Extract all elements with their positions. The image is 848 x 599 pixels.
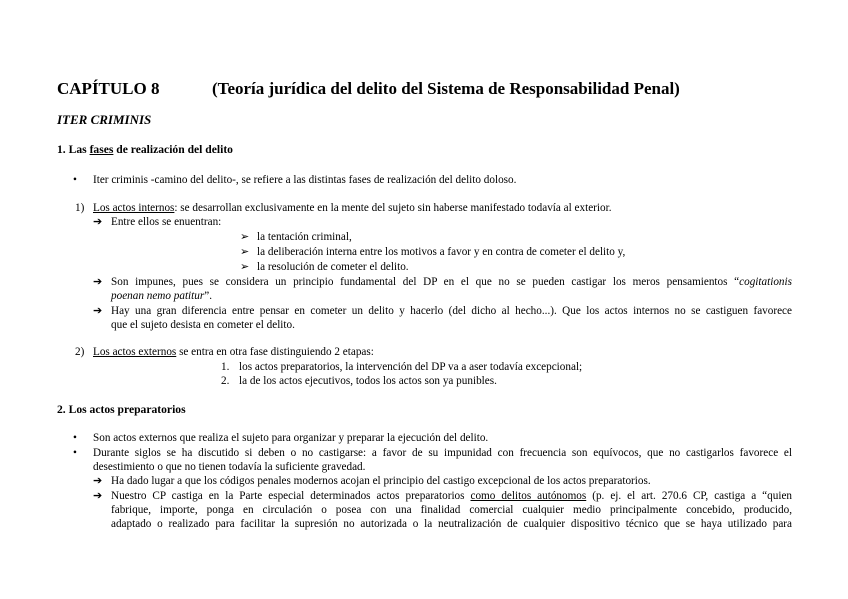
item1-arrow3-line2: que el sujeto desista en cometer el delito. [111,319,295,331]
chapter-title: (Teoría jurídica del delito del Sistema de Responsabilidad Penal) [212,79,680,98]
arrow-icon: ➔ [93,305,103,317]
section2-arrow2-line2: fabrique, importe, ponga en circulación o posea con una finalidad comercial cualquier medio principalmente concebido, producido, [111,504,792,516]
item1-underlined: Los actos internos [93,202,175,214]
stage2-number: 2. [221,375,230,387]
item2-underlined: Los actos externos [93,346,177,358]
section1-bullet1: Iter criminis -camino del delito-, se refiere a las distintas fases de realización del delito doloso. [93,174,517,186]
chevron-bullet-icon: ➢ [240,231,250,243]
section2-bullet1: Son actos externos que realiza el sujeto para organizar y preparar la ejecución del delito. [93,432,489,444]
section1-number: 1. [57,143,66,156]
section2-arrow2-post: (p. ej. el art. 270.6 CP, castiga a “quien [592,490,793,502]
stage2-text: la de los actos ejecutivos, todos los actos son ya punibles. [239,375,497,387]
iter-criminis-heading: ITER CRIMINIS [57,112,152,127]
item1-arrow2-end: ”. [204,290,212,302]
bullet-icon: • [73,174,77,186]
item1-text: : se desarrollan exclusivamente en la mente del sujeto sin haberse manifestado todavía al exterior. [174,202,612,214]
arrow-icon: ➔ [93,490,103,502]
section1-heading [57,143,233,156]
item1-arrow2-text: Son impunes, pues se considera un principio fundamental del DP en el que no se pueden castigar los meros pensamientos “ [111,276,740,288]
item2-text: se entra en otra fase distinguiendo 2 etapas: [179,346,374,358]
item1-arrow2-line1 [111,275,792,289]
chapter-label: CAPÍTULO 8 [57,79,160,98]
item1-arrow2-line2 [111,289,212,303]
item1-arrow1: Entre ellos se enuentran: [111,216,222,228]
item1-arrow2-italic1: cogitationis [739,276,792,288]
chevron-bullet-icon: ➢ [240,261,250,273]
bullet-icon: • [73,432,77,444]
item1-sub-1: la tentación criminal, [257,231,352,243]
section2-bullet2-line2: desestimiento o que no tienen todavía la suficiente gravedad. [93,461,366,473]
stage1-number: 1. [221,361,230,373]
section2-arrow2-line3: adaptado o realizado para facilitar la supresión no autorizada o la neutralización de cualquier dispositivo técnico que se haya utilizado para [111,518,792,530]
item1-sub-3: la resolución de cometer el delito. [257,261,409,273]
item1-number: 1) [75,202,85,214]
arrow-icon: ➔ [93,475,103,487]
section2-heading-text: Los actos preparatorios [68,403,186,416]
item1-line [93,201,612,215]
section1-heading-post: de realización del delito [116,143,233,156]
stage1-text: los actos preparatorios, la intervención del DP va a aser todavía excepcional; [239,361,583,373]
section2-arrow2-underlined: como delitos autónomos [470,490,587,502]
section2-heading [57,403,186,416]
chevron-bullet-icon: ➢ [240,246,250,258]
item1-sub-2: la deliberación interna entre los motivos a favor y en contra de cometer el delito y, [257,246,626,258]
item1-arrow2-italic2: poenan nemo patitur [111,290,205,302]
item2-line [93,345,374,359]
section2-arrow2-pre: Nuestro CP castiga en la Parte especial determinados actos preparatorios [111,490,465,502]
section2-bullet2-line1: Durante siglos se ha discutido si deben o no castigarse: a favor de su impunidad con frecuencia son equívocos, que no castigarlos favorece el [93,447,792,459]
section2-number: 2. [57,403,66,416]
item2-number: 2) [75,346,85,358]
item1-arrow3-line1: Hay una gran diferencia entre pensar en cometer un delito y hacerlo (del dicho al hecho...). Que los actos internos no se castiguen favorece [111,305,792,317]
bullet-icon: • [73,447,77,459]
section1-heading-pre: Las [68,143,87,156]
arrow-icon: ➔ [93,276,103,288]
section2-arrow2-line1 [111,489,792,503]
section1-heading-underlined: fases [89,143,114,156]
arrow-icon: ➔ [93,216,103,228]
section2-arrow1: Ha dado lugar a que los códigos penales modernos acojan el principio del castigo excepcional de los actos preparatorios. [111,475,651,487]
